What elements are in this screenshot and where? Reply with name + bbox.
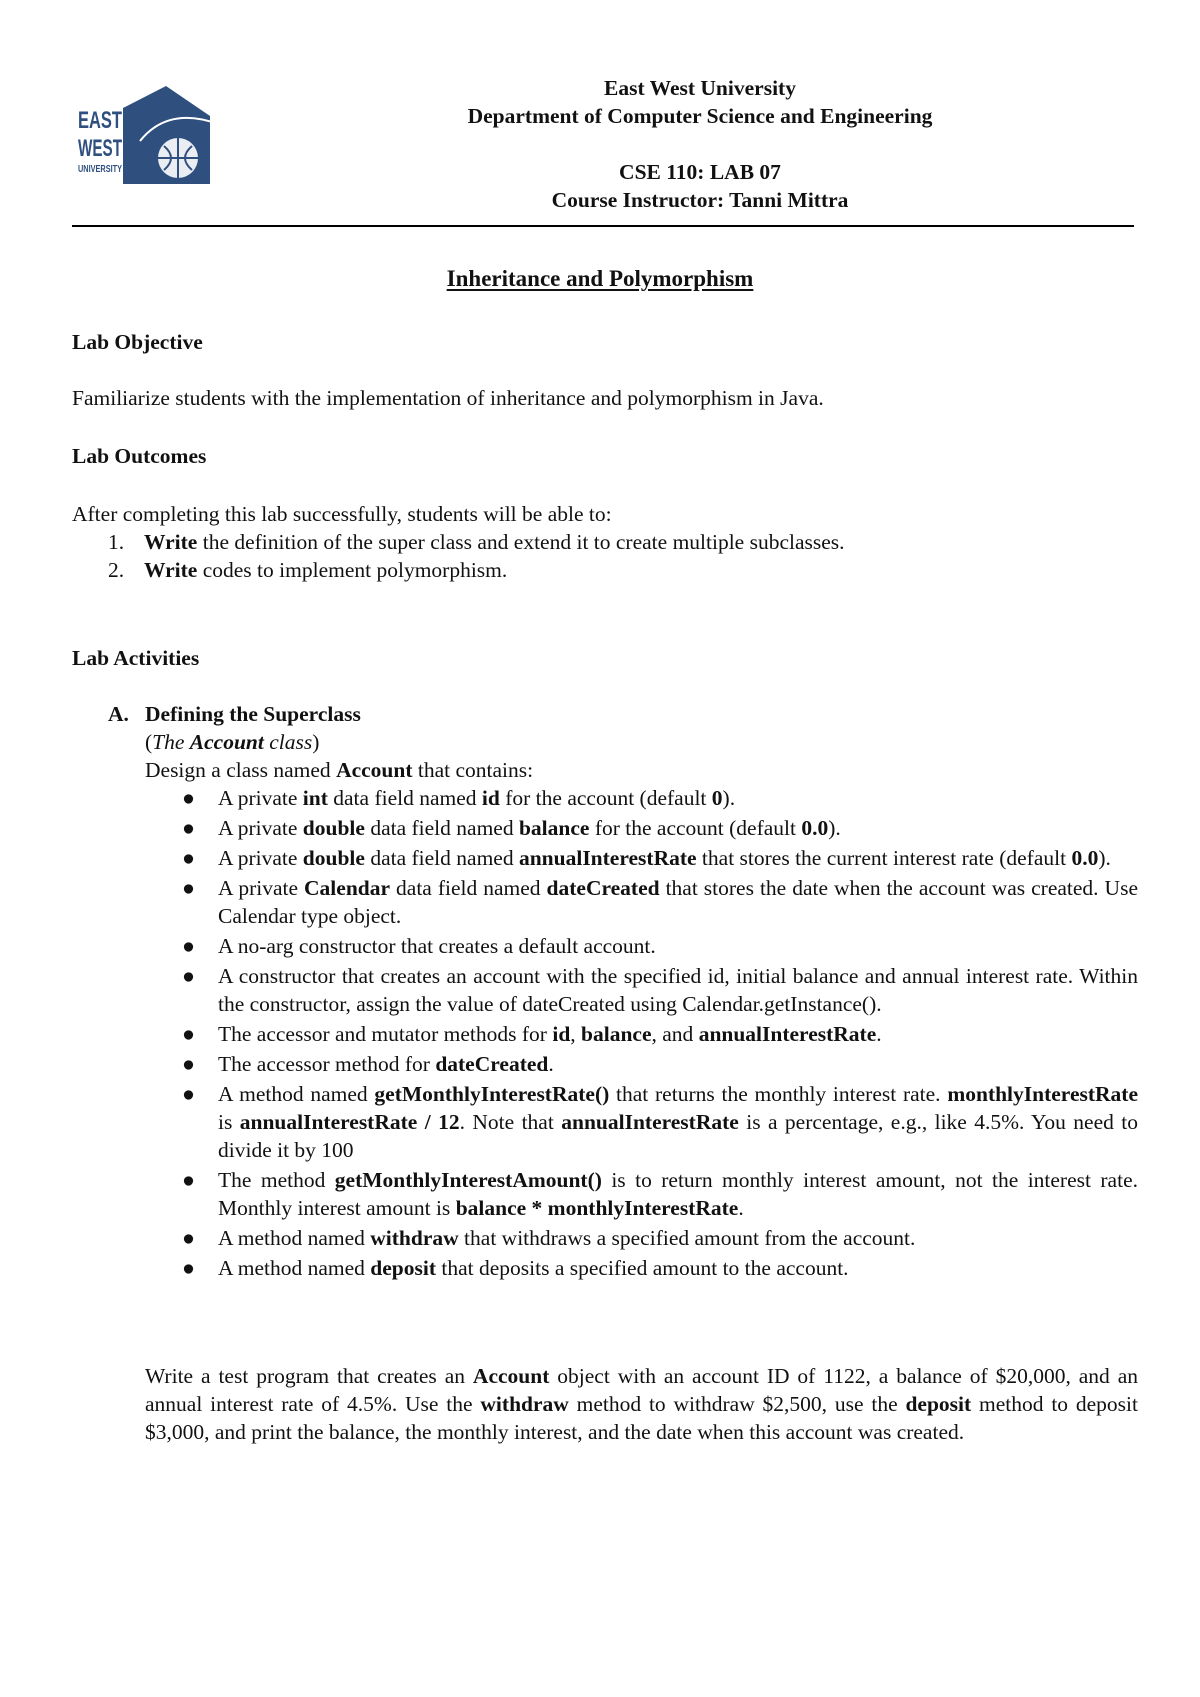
text-run: . Note that <box>459 1110 562 1134</box>
outcomes-list <box>108 528 845 584</box>
text-run: data field named <box>364 846 519 870</box>
outcome-number: 2. <box>108 558 125 582</box>
bold-term: annualInterestRate / 12 <box>239 1110 460 1134</box>
course-code: CSE 110: LAB 07 <box>619 160 781 184</box>
subtitle-open-paren: ( <box>145 730 153 754</box>
bullet-icon: ● <box>182 816 195 840</box>
section-title-text: Defining the Superclass <box>145 702 361 726</box>
requirement-item <box>145 962 1138 1018</box>
outcome-verb: Write <box>144 530 198 554</box>
outcome-text: the definition of the super class and extend it to create multiple subclasses. <box>197 530 845 554</box>
subtitle-class-name: Account <box>189 730 264 754</box>
text-run: The accessor method for <box>218 1052 436 1076</box>
bold-term: Calendar <box>304 876 391 900</box>
bold-term: getMonthlyInterestRate() <box>374 1082 610 1106</box>
bold-term: Account <box>472 1364 550 1388</box>
bullet-icon: ● <box>182 934 195 958</box>
text-run: method to deposit $3,000, and print the balance, the monthly interest, and the date when this account was created. <box>145 1392 1138 1444</box>
bullet-icon: ● <box>182 1052 195 1076</box>
text-run: that returns the monthly interest rate. <box>609 1082 948 1106</box>
objective-heading: Lab Objective <box>72 330 203 354</box>
bold-term: withdraw <box>370 1226 459 1250</box>
bullet-icon: ● <box>182 1022 195 1046</box>
bold-term: 0.0 <box>801 816 829 840</box>
bold-term: annualInterestRate <box>698 1022 877 1046</box>
text-run: A constructor that creates an account with the specified id, initial balance and annual interest rate. Within the constructor, assign the value of dateCreated using Calendar.getInstance(). <box>218 964 1138 1016</box>
requirement-item <box>145 814 1138 842</box>
text-run: object with an account ID of 1122, a balance of $20,000, and an annual interest rate of 4.5%. Use the <box>145 1364 1138 1416</box>
bold-term: balance * monthlyInterestRate <box>455 1196 739 1220</box>
bold-term: dateCreated <box>546 876 660 900</box>
course-instructor: Course Instructor: Tanni Mittra <box>551 188 849 212</box>
page-title: Inheritance and Polymorphism <box>446 266 754 291</box>
requirement-item <box>145 1080 1138 1164</box>
objective-text: Familiarize students with the implementation of inheritance and polymorphism in Java. <box>72 386 824 410</box>
department-name: Department of Computer Science and Engineering <box>467 104 933 128</box>
text-run: A method named <box>218 1082 375 1106</box>
test-program-paragraph <box>145 1362 1138 1446</box>
bold-term: dateCreated <box>435 1052 549 1076</box>
text-run: The method <box>218 1168 335 1192</box>
text-run: . <box>738 1196 744 1220</box>
section-a-subtitle <box>108 728 1138 756</box>
subtitle-class-word: class <box>263 730 313 754</box>
design-intro <box>108 756 1138 784</box>
text-run: for the account (default <box>499 786 712 810</box>
text-run: , and <box>651 1022 699 1046</box>
activities-heading: Lab Activities <box>72 646 200 670</box>
bold-term: balance <box>518 816 590 840</box>
bullet-icon: ● <box>182 1256 195 1280</box>
header-spacer <box>400 130 1000 158</box>
outcome-item <box>108 556 845 584</box>
text-run: A private <box>218 846 303 870</box>
text-run: that deposits a specified amount to the account. <box>435 1256 849 1280</box>
document-header <box>400 74 1000 214</box>
text-run: A private <box>218 786 303 810</box>
text-run: is a percentage, e.g., like 4.5%. You need to divide it by 100 <box>218 1110 1138 1162</box>
design-intro-class: Account <box>336 758 413 782</box>
text-run: ). <box>828 816 841 840</box>
bold-term: id <box>552 1022 571 1046</box>
text-run: data field named <box>364 816 519 840</box>
bullet-icon: ● <box>182 964 195 988</box>
section-a-title <box>108 700 1138 728</box>
bold-term: annualInterestRate <box>561 1110 739 1134</box>
university-logo <box>78 86 228 186</box>
bold-term: balance <box>581 1022 652 1046</box>
subtitle-the: The <box>152 730 190 754</box>
bold-term: getMonthlyInterestAmount() <box>334 1168 602 1192</box>
logo-text-university: UNIVERSITY <box>78 164 123 175</box>
logo-text-west: WEST <box>78 135 123 162</box>
text-run: A private <box>218 876 305 900</box>
requirement-item <box>145 1020 1138 1048</box>
bullet-icon: ● <box>182 846 195 870</box>
requirement-item <box>145 844 1138 872</box>
requirement-item <box>145 1224 1138 1252</box>
bold-term: 0.0 <box>1071 846 1099 870</box>
bullet-icon: ● <box>182 1168 195 1192</box>
outcomes-intro: After completing this lab successfully, students will be able to: <box>72 502 612 526</box>
text-run: A method named <box>218 1226 371 1250</box>
requirement-item <box>145 784 1138 812</box>
bold-term: monthlyInterestRate <box>947 1082 1139 1106</box>
subtitle-close-paren: ) <box>312 730 320 754</box>
text-run: A private <box>218 816 303 840</box>
text-run: . <box>548 1052 554 1076</box>
logo-text-east: EAST <box>78 107 123 134</box>
text-run: ). <box>722 786 736 810</box>
bullet-icon: ● <box>182 1226 195 1250</box>
outcome-number: 1. <box>108 530 125 554</box>
outcome-item <box>108 528 845 556</box>
bullet-icon: ● <box>182 876 195 900</box>
text-run: Write a test program that creates an <box>145 1364 473 1388</box>
outcome-text: codes to implement polymorphism. <box>197 558 508 582</box>
text-run: . <box>876 1022 882 1046</box>
text-run: is to return monthly interest amount, not the interest rate. Monthly interest amount is <box>218 1168 1138 1220</box>
text-run: that stores the current interest rate (default <box>696 846 1072 870</box>
section-letter: A. <box>108 702 129 726</box>
bold-term: deposit <box>370 1256 436 1280</box>
requirement-item <box>145 1050 1138 1078</box>
bold-term: id <box>481 786 500 810</box>
header-divider <box>72 225 1134 227</box>
design-intro-pre: Design a class named <box>145 758 337 782</box>
requirement-item <box>145 1166 1138 1222</box>
requirement-item <box>145 932 1138 960</box>
requirement-item <box>145 1254 1138 1282</box>
text-run: that stores the date when the account was created. Use Calendar type object. <box>218 876 1138 928</box>
text-run: method to withdraw $2,500, use the <box>568 1392 906 1416</box>
text-run: that withdraws a specified amount from the account. <box>458 1226 916 1250</box>
text-run: ). <box>1098 846 1111 870</box>
bold-term: double <box>302 816 365 840</box>
bold-term: int <box>302 786 328 810</box>
design-intro-post: that contains: <box>412 758 534 782</box>
requirements-list <box>108 784 1138 1282</box>
bold-term: 0 <box>711 786 723 810</box>
bullet-icon: ● <box>182 1082 195 1106</box>
text-run: , <box>570 1022 582 1046</box>
requirement-item <box>145 874 1138 930</box>
bold-term: annualInterestRate <box>518 846 697 870</box>
bold-term: deposit <box>905 1392 972 1416</box>
text-run: for the account (default <box>589 816 802 840</box>
text-run: data field named <box>327 786 482 810</box>
outcomes-heading: Lab Outcomes <box>72 444 207 468</box>
text-run: A no-arg constructor that creates a default account. <box>218 934 656 958</box>
outcome-verb: Write <box>144 558 198 582</box>
text-run: A method named <box>218 1256 371 1280</box>
text-run: is <box>218 1110 240 1134</box>
bullet-icon: ● <box>182 786 195 810</box>
university-name: East West University <box>604 76 796 100</box>
text-run: The accessor and mutator methods for <box>218 1022 553 1046</box>
section-a <box>108 700 1138 1282</box>
text-run: data field named <box>390 876 547 900</box>
bold-term: withdraw <box>480 1392 569 1416</box>
bold-term: double <box>302 846 365 870</box>
